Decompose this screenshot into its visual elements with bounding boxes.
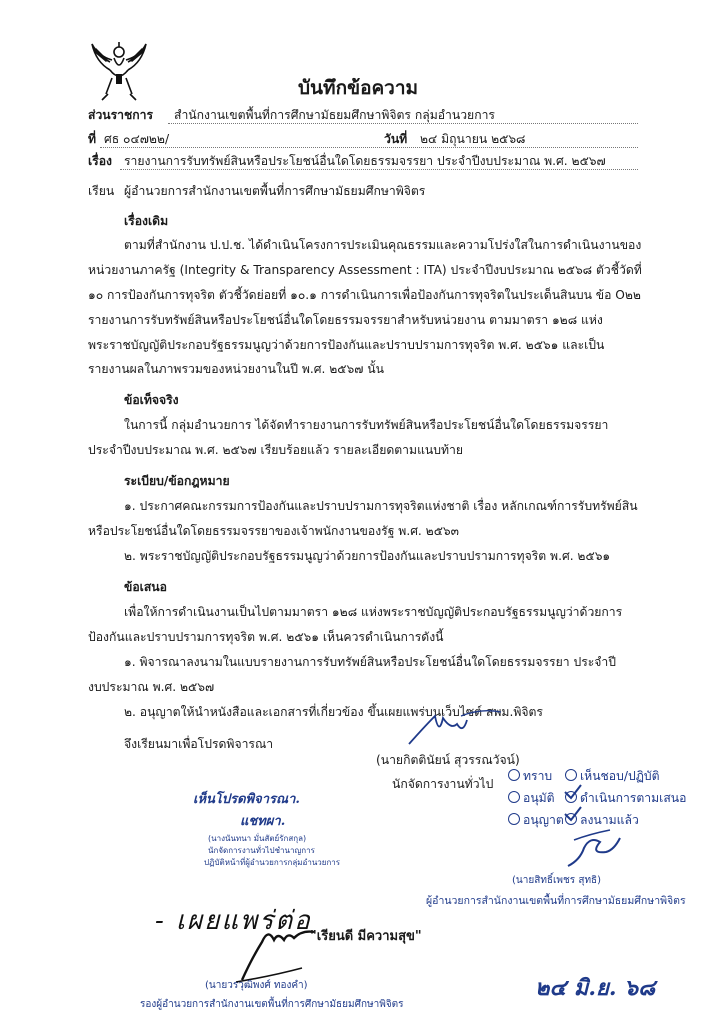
- agency-dotted-rule: [168, 123, 638, 124]
- section-proposal-line: เพื่อให้การดำเนินงานเป็นไปตามมาตรา ๑๒๘ แห่งพระราชบัญญัติประกอบรัฐธรรมนูญว่าด้วยการ: [124, 605, 623, 619]
- closing-line: จึงเรียนมาเพื่อโปรดพิจารณา: [124, 737, 274, 751]
- circle-checkbox-icon: [508, 769, 520, 781]
- section-facts-line: ในการนี้ กลุ่มอำนวยการ ได้จัดทำรายงานการรับทรัพย์สินหรือประโยชน์อื่นใดโดยธรรมจรรยา: [124, 418, 609, 432]
- ref-label: ที่: [88, 132, 97, 146]
- section-regulations-line: หรือประโยชน์อื่นใดโดยธรรมจรรยาของเจ้าพนักงานของรัฐ พ.ศ. ๒๕๖๓: [88, 524, 460, 538]
- ref-dotted-rule: [100, 147, 638, 148]
- date-value: ๒๔ มิถุนายน ๒๕๖๘: [420, 132, 526, 146]
- section-regulations-line: ๒. พระราชบัญญัติประกอบรัฐธรรมนูญว่าด้วยการป้องกันและปราบปรามการทุจริต พ.ศ. ๒๕๖๑: [124, 549, 611, 563]
- subject-dotted-rule: [120, 169, 638, 170]
- section-background-line: ๑๐ การป้องกันการทุจริต ตัวชี้วัดย่อยที่ ๑๐.๑ การดำเนินการเพื่อป้องกันการทุจริตในประเด็นสินบน ข้อ O๒๒: [88, 288, 641, 302]
- section-facts-heading: ข้อเท็จจริง: [124, 393, 179, 407]
- section-proposal-line: ๒. อนุญาตให้นำหนังสือและเอกสารที่เกี่ยวข้อง ขึ้นเผยแพร่บนเว็บไซต์ สพม.พิจิตร: [124, 705, 543, 719]
- option-permit[interactable]: อนุญาต: [508, 811, 564, 829]
- section-proposal-line: ป้องกันและปราบปรามการทุจริต พ.ศ. ๒๕๖๑ เห็นควรดำเนินการดังนี้: [88, 630, 444, 644]
- left-note-name: (นางนันทนา มั่นสัตย์รักสกุล): [208, 834, 307, 843]
- subject-label: เรื่อง: [88, 154, 112, 168]
- date-label: วันที่: [384, 132, 408, 146]
- approver-name: (นายสิทธิ์เพชร สุทธิ): [512, 875, 602, 886]
- handwritten-publish-note: - เผยแพร่ต่อ: [155, 906, 312, 936]
- agency-value: สำนักงานเขตพื้นที่การศึกษามัธยมศึกษาพิจิตร กลุ่มอำนวยการ: [174, 108, 495, 122]
- section-background-heading: เรื่องเดิม: [124, 214, 169, 228]
- signer-position: นักจัดการงานทั่วไป: [392, 777, 494, 791]
- section-background-line: พระราชบัญญัติประกอบรัฐธรรมนูญว่าด้วยการป้องกันและปราบปรามการทุจริต พ.ศ. ๒๕๖๑ และเป็น: [88, 338, 605, 352]
- approver-position: ผู้อำนวยการสำนักงานเขตพื้นที่การศึกษามัธยมศึกษาพิจิตร: [426, 895, 686, 907]
- section-background-line: หน่วยงานภาครัฐ (Integrity & Transparency Assessment : ITA) ประจำปีงบประมาณ ๒๕๖๘ ตัวชี้วัดที่: [88, 263, 642, 277]
- ref-value: ศธ ๐๔๗๒๒/: [104, 132, 170, 146]
- to-value: ผู้อำนวยการสำนักงานเขตพื้นที่การศึกษามัธยมศึกษาพิจิตร: [124, 184, 426, 198]
- deputy-position: รองผู้อำนวยการสำนักงานเขตพื้นที่การศึกษามัธยมศึกษาพิจิตร: [140, 999, 404, 1010]
- approver-signature-icon: [560, 826, 630, 872]
- motto-text: "เรียนดี มีความสุข": [310, 929, 422, 944]
- deputy-name: (นายวรวุฒิพงศ์ ทองคำ): [205, 980, 308, 991]
- garuda-emblem-icon: [88, 38, 150, 104]
- option-proceed-as-proposed[interactable]: ดำเนินการตามเสนอ: [565, 789, 686, 807]
- left-note-line1: เห็นโปรดพิจารณา.: [193, 792, 300, 807]
- memo-title: บันทึกข้อความ: [298, 77, 419, 99]
- signer-name: (นายกิตตินัยน์ สุวรรณวัจน์): [376, 753, 520, 767]
- left-note-position: ปฏิบัติหน้าที่ผู้อำนวยการกลุ่มอำนวยการ: [204, 858, 341, 867]
- handwritten-date: ๒๔ มิ.ย. ๖๘: [535, 975, 656, 1001]
- left-note-line2: แชทผา.: [240, 814, 286, 829]
- section-proposal-line: งบประมาณ พ.ศ. ๒๕๖๗: [88, 680, 215, 694]
- signer-signature-icon: [405, 706, 505, 750]
- circle-checkbox-icon: [565, 769, 577, 781]
- option-approve-agree[interactable]: เห็นชอบ/ปฏิบัติ: [565, 767, 660, 785]
- option-acknowledge[interactable]: ทราบ: [508, 767, 552, 785]
- checkmark-icon: [563, 783, 583, 801]
- section-proposal-line: ๑. พิจารณาลงนามในแบบรายงานการรับทรัพย์สินหรือประโยชน์อื่นใดโดยธรรมจรรยา ประจำปี: [124, 655, 617, 669]
- section-background-line: รายงานผลในภาพรวมของหน่วยงานในปี พ.ศ. ๒๕๖๗ นั้น: [88, 362, 384, 376]
- section-regulations-line: ๑. ประกาศคณะกรรมการป้องกันและปราบปรามการทุจริตแห่งชาติ เรื่อง หลักเกณฑ์การรับทรัพย์สิน: [124, 499, 638, 513]
- left-note-position: นักจัดการงานทั่วไปชำนาญการ: [208, 846, 315, 855]
- circle-checkbox-icon: [508, 791, 520, 803]
- agency-label: ส่วนราชการ: [88, 108, 154, 122]
- checkmark-icon: [563, 805, 583, 823]
- section-background-line: รายงานการรับทรัพย์สินหรือประโยชน์อื่นใดโดยธรรมจรรยาสำหรับหน่วยงาน ตามมาตรา ๑๒๘ แห่ง: [88, 313, 603, 327]
- section-facts-line: ประจำปีงบประมาณ พ.ศ. ๒๕๖๗ เรียบร้อยแล้ว รายละเอียดตามแนบท้าย: [88, 443, 464, 457]
- section-regulations-heading: ระเบียบ/ข้อกฎหมาย: [124, 474, 230, 488]
- section-background-line: ตามที่สำนักงาน ป.ป.ช. ได้ดำเนินโครงการประเมินคุณธรรมและความโปร่งใสในการดำเนินงานของ: [124, 238, 642, 252]
- option-approve[interactable]: อนุมัติ: [508, 789, 555, 807]
- deputy-signature-icon: [232, 918, 322, 986]
- to-label: เรียน: [88, 184, 115, 198]
- subject-value: รายงานการรับทรัพย์สินหรือประโยชน์อื่นใดโดยธรรมจรรยา ประจำปีงบประมาณ พ.ศ. ๒๕๖๗: [124, 154, 606, 168]
- option-signed[interactable]: ลงนามแล้ว: [565, 811, 639, 829]
- section-proposal-heading: ข้อเสนอ: [124, 580, 167, 594]
- circle-checkbox-icon: [508, 813, 520, 825]
